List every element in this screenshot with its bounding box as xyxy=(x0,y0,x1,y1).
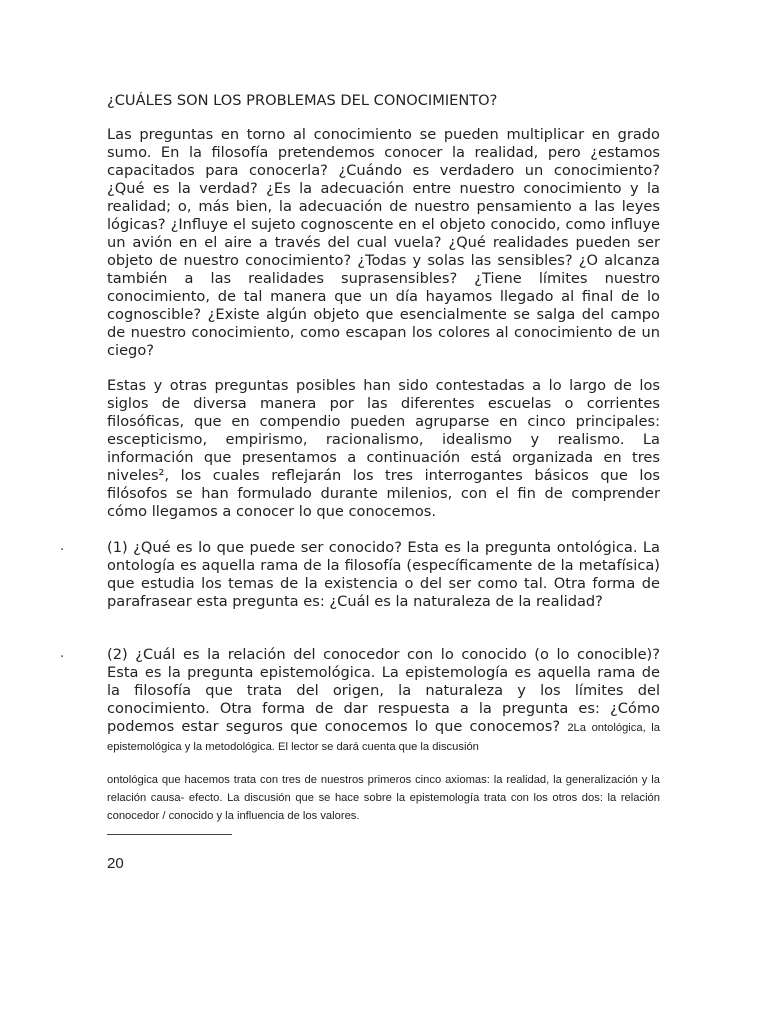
footnote-continuation: ontológica que hacemos trata con tres de nuestros primeros cinco axiomas: la realidad, la generalización y la relación causa- efecto. La discusión que se hace sobre la epistemología trata con los otros dos: la relación conocedor / conocido y la influencia de los valores. xyxy=(107,774,660,822)
list-item-marker: . xyxy=(60,539,65,554)
paragraph-questions: Las preguntas en torno al conocimiento se pueden multiplicar en grado sumo. En la filosofía pretendemos conocer la realidad, pero ¿estamos capacitados para conocerla? ¿Cuándo es verdadero un conocimiento? ¿Qué es la verdad? ¿Es la adecuación entre nuestro conocimiento y la realidad; o, más bien, la adecuación de nuestro pensamiento a las leyes lógicas? ¿Influye el sujeto cognoscente en el objeto conocido, como influye un avión en el aire a través del cual vuela? ¿Qué realidades pueden ser objeto de nuestro conocimiento? ¿Todas y solas las sensibles? ¿O alcanza también a las realidades suprasensibles? ¿Tiene límites nuestro conocimiento, de tal manera que un día hayamos llegado al final de lo cognoscible? ¿Existe algún objeto que esencialmente se salga del campo de nuestro conocimiento, como escapan los colores al conocimiento de un ciego? xyxy=(107,126,660,359)
paragraph-schools: Estas y otras preguntas posibles han sido contestadas a lo largo de los siglos de diversa manera por las diferentes escuelas o corrientes filosóficas, que en compendio pueden agruparse en cinco principales: escepticismo, empirismo, racionalismo, idealismo y realismo. La información que presentamos a continuación está organizada en tres niveles², los cuales reflejarán los tres interrogantes básicos que los filósofos se han formulado durante milenios, con el fin de comprender cómo llegamos a conocer lo que conocemos. xyxy=(107,377,660,520)
list-item-epistemology xyxy=(107,646,660,756)
footnote-separator xyxy=(107,834,232,835)
page-number: 20 xyxy=(107,855,124,872)
list-item-ontology: (1) ¿Qué es lo que puede ser conocido? Esta es la pregunta ontológica. La ontología es aquella rama de la filosofía (específicamente de la metafísica) que estudia los temas de la existencia o del ser como tal. Otra forma de parafrasear esta pregunta es: ¿Cuál es la naturaleza de la realidad? xyxy=(107,539,660,610)
footnote-inline-start: 2La ontológica, la epistemológica y la metodológica. El lector se dará cuenta que la discusión xyxy=(107,722,661,753)
page-title: ¿CUÁLES SON LOS PROBLEMAS DEL CONOCIMIENTO? xyxy=(107,92,498,109)
list-item-text: (2) ¿Cuál es la relación del conocedor con lo conocido (o lo conocible)? Esta es la pregunta epistemológica. La epistemología es aquella rama de la filosofía que trata del origen, la naturaleza y los límites del conocimiento. Otra forma de dar respuesta a la pregunta es: ¿Cómo podemos estar seguros que conocemos lo que conocemos? xyxy=(107,646,660,735)
list-item-marker: . xyxy=(60,646,65,661)
